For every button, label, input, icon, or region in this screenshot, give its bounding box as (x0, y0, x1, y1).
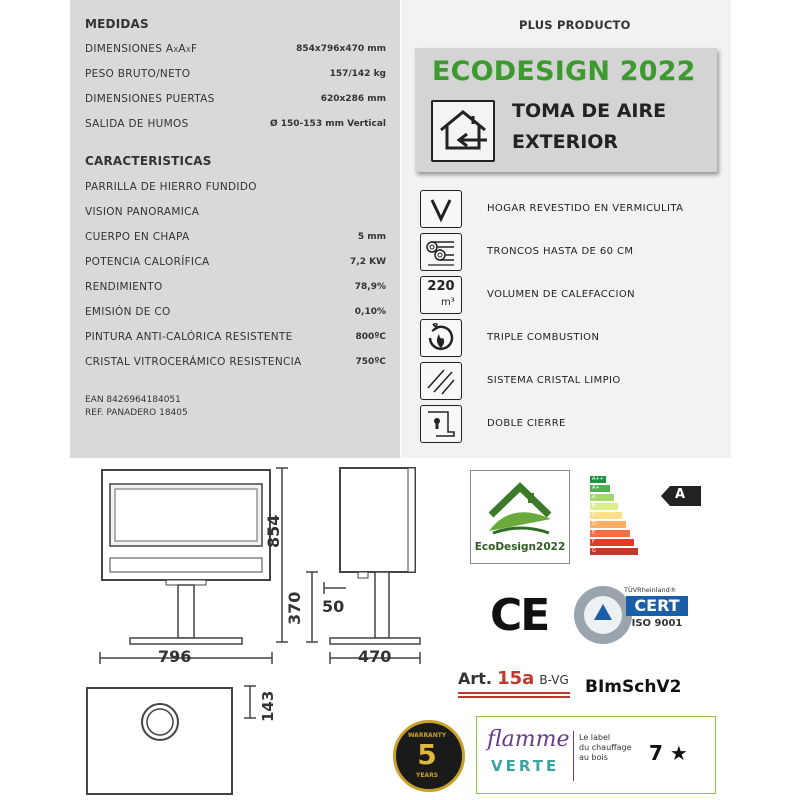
caracteristica-label: POTENCIA CALORÍFICA (85, 256, 210, 268)
flamme-word: flamme (487, 727, 570, 752)
caracteristica-value: 5 mm (357, 232, 386, 242)
caracteristica-label: VISION PANORAMICA (85, 206, 200, 218)
double-lock-icon (420, 405, 462, 443)
air-intake-line1: TOMA DE AIRE (512, 100, 667, 122)
volume-icon: 220 m³ (420, 276, 462, 314)
plus-title: PLUS PRODUCTO (519, 18, 631, 32)
medidas-row-value: 854x796x470 mm (296, 44, 386, 54)
stove-drawing (90, 462, 430, 672)
top-depth-arrow (240, 682, 260, 722)
feature-label: TRIPLE COMBUSTION (487, 332, 600, 343)
flamme-verte-badge (476, 716, 716, 794)
vermiculite-v-icon (420, 190, 462, 228)
art-suffix: B-VG (539, 673, 569, 687)
feature-label: HOGAR REVESTIDO EN VERMICULITA (487, 203, 684, 214)
flamme-note: Le label du chauffage au bois (579, 733, 632, 762)
feature-label: SISTEMA CRISTAL LIMPIO (487, 375, 621, 386)
caracteristica-value: 800ºC (355, 332, 386, 342)
energy-label (590, 476, 650, 560)
clean-glass-icon (420, 362, 462, 400)
triple-combustion-icon: 3 (420, 319, 462, 357)
bimschv2-mark: BImSchV2 (585, 677, 682, 697)
caracteristica-label: EMISIÓN DE CO (85, 306, 171, 318)
top-depth-dimension: 143 (259, 690, 277, 722)
caracteristica-label: CUERPO EN CHAPA (85, 231, 190, 243)
tuv-iso: ISO 9001 (631, 618, 683, 629)
tuv-seal-icon (574, 586, 632, 644)
height-dimension: 854 (264, 514, 283, 548)
air-intake-icon (431, 100, 495, 162)
medidas-row-label: PESO BRUTO/NETO (85, 68, 191, 80)
verte-word: VERTE (491, 757, 560, 775)
ecodesign-title: ECODESIGN 2022 (432, 56, 696, 87)
caracteristica-value: 7,2 KW (350, 257, 386, 267)
energy-bar: A (590, 494, 614, 501)
medidas-title: MEDIDAS (85, 17, 149, 31)
feature-label: VOLUMEN DE CALEFACCION (487, 289, 636, 300)
energy-bar: A++ (590, 476, 606, 483)
energy-bar: E (590, 530, 630, 537)
medidas-row-label: SALIDA DE HUMOS (85, 118, 189, 130)
medidas-row-value: Ø 150-153 mm Vertical (269, 119, 386, 129)
caracteristica-label: RENDIMIENTO (85, 281, 163, 293)
energy-bar: D (590, 521, 626, 528)
feature-label: DOBLE CIERRE (487, 418, 566, 429)
caracteristica-label: CRISTAL VITROCERÁMICO RESISTENCIA (85, 356, 302, 368)
ecodesign-badge-label: EcoDesign2022 (474, 541, 566, 553)
warranty-badge (391, 716, 463, 794)
feature-label: TRONCOS HASTA DE 60 CM (487, 246, 634, 257)
warranty-bottom: YEARS (415, 772, 439, 779)
energy-bar: A+ (590, 485, 610, 492)
width-dimension: 796 (158, 647, 192, 666)
tuv-cert: CERT (626, 596, 688, 616)
caracteristica-value: 78,9% (354, 282, 386, 292)
offset-dimension: 50 (322, 597, 345, 616)
air-intake-line2: EXTERIOR (512, 131, 619, 153)
flamme-stars: 7 ★ (649, 741, 688, 765)
energy-bar: F (590, 539, 634, 546)
reference: REF. PANADERO 18405 (85, 408, 188, 418)
art-number: 15a (497, 668, 535, 689)
caracteristicas-title: CARACTERISTICAS (85, 154, 212, 168)
ecodesign-badge (470, 470, 570, 564)
energy-class: A (675, 487, 686, 502)
energy-bar: C (590, 512, 622, 519)
eco-house-icon (471, 471, 569, 541)
caracteristica-label: PINTURA ANTI-CALÓRICA RESISTENTE (85, 331, 293, 343)
ean-code: EAN 8426964184051 (85, 395, 181, 405)
caracteristica-value: 750ºC (355, 357, 386, 367)
tuv-brand: TÜVRheinland® (624, 586, 677, 594)
tuv-badge (574, 586, 698, 648)
medidas-row-label: DIMENSIONES PUERTAS (85, 93, 215, 105)
art15a-badge (458, 668, 570, 704)
logs-icon (420, 233, 462, 271)
energy-bar: G (590, 548, 638, 555)
caracteristica-value: 0,10% (354, 307, 386, 317)
warranty-top: WARRANTY (407, 732, 447, 739)
caracteristica-label: PARRILLA DE HIERRO FUNDIDO (85, 181, 257, 193)
warranty-number: 5 (417, 738, 437, 771)
depth-dimension: 470 (358, 647, 392, 666)
medidas-row-value: 157/142 kg (329, 69, 386, 79)
medidas-row-value: 620x286 mm (320, 94, 386, 104)
leg-height-dimension: 370 (285, 591, 304, 625)
energy-bar: B (590, 503, 618, 510)
art-label: Art. (458, 669, 492, 688)
ce-mark: CE (490, 590, 549, 641)
medidas-row-label: DIMENSIONES AxAxF (85, 43, 198, 55)
